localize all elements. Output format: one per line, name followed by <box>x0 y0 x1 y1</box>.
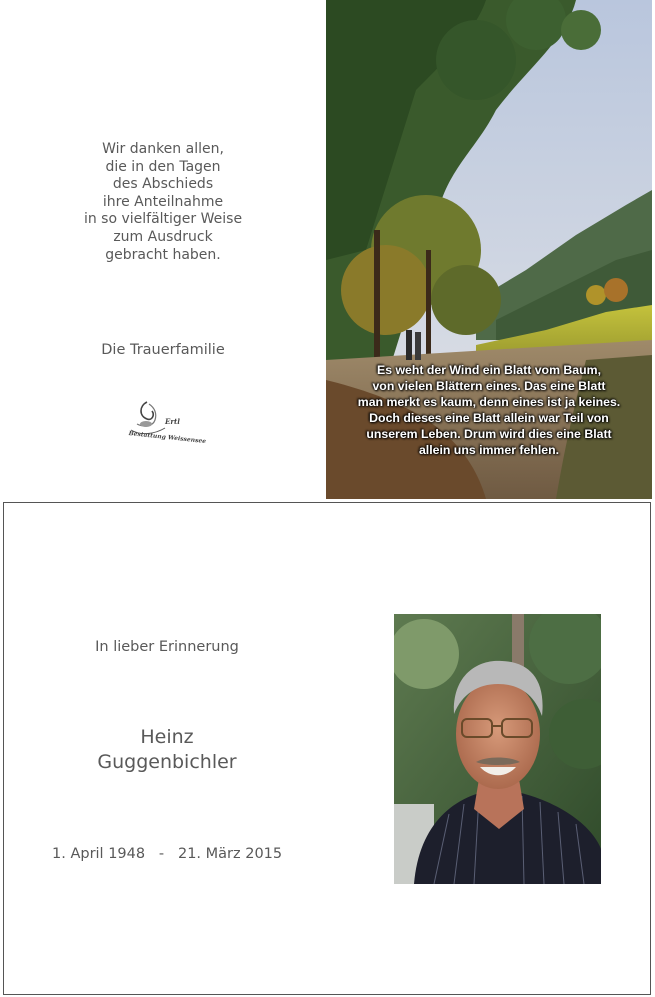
poem-line: von vielen Blättern eines. Das eine Blatt <box>372 379 606 393</box>
thanks-line: die in den Tagen <box>105 158 221 175</box>
life-dates: 1. April 1948 - 21. März 2015 <box>52 846 283 862</box>
front-card <box>3 502 651 995</box>
poem-line: Doch dieses eine Blatt allein war Teil von <box>369 411 609 425</box>
thanks-line: in so vielfältiger Weise <box>83 211 243 228</box>
thanks-line: ihre Anteilnahme <box>102 193 224 210</box>
poem-line: unserem Leben. Drum wird dies eine Blatt <box>366 427 612 441</box>
thanks-line: Wir danken allen, <box>102 141 224 157</box>
thanks-line: gebracht haben. <box>105 246 221 263</box>
poem-line: allein uns immer fehlen. <box>418 443 560 457</box>
deceased-portrait-photo <box>394 614 601 884</box>
first-name: Heinz <box>140 726 194 748</box>
poem <box>326 362 652 458</box>
deceased-name <box>4 725 330 775</box>
poem-line: Es weht der Wind ein Blatt vom Baum, <box>377 363 601 377</box>
thank-you-text <box>0 141 326 264</box>
memorial-heading: In lieber Erinnerung <box>95 639 239 655</box>
thanks-line: zum Ausdruck <box>113 228 213 245</box>
funeral-home-logo <box>125 400 207 446</box>
logo-subtitle: Bestattung Weissensee <box>128 430 207 446</box>
family-signature: Die Trauerfamilie <box>101 342 225 358</box>
landscape-photo <box>326 0 652 499</box>
poem-line: man merkt es kaum, denn eines ist ja keines. <box>357 395 621 409</box>
last-name: Guggenbichler <box>97 751 237 773</box>
portrait-photo <box>394 614 601 884</box>
inside-left-page <box>0 0 326 499</box>
logo-name: Ertl <box>165 417 180 426</box>
thanks-line: des Abschieds <box>112 176 214 193</box>
